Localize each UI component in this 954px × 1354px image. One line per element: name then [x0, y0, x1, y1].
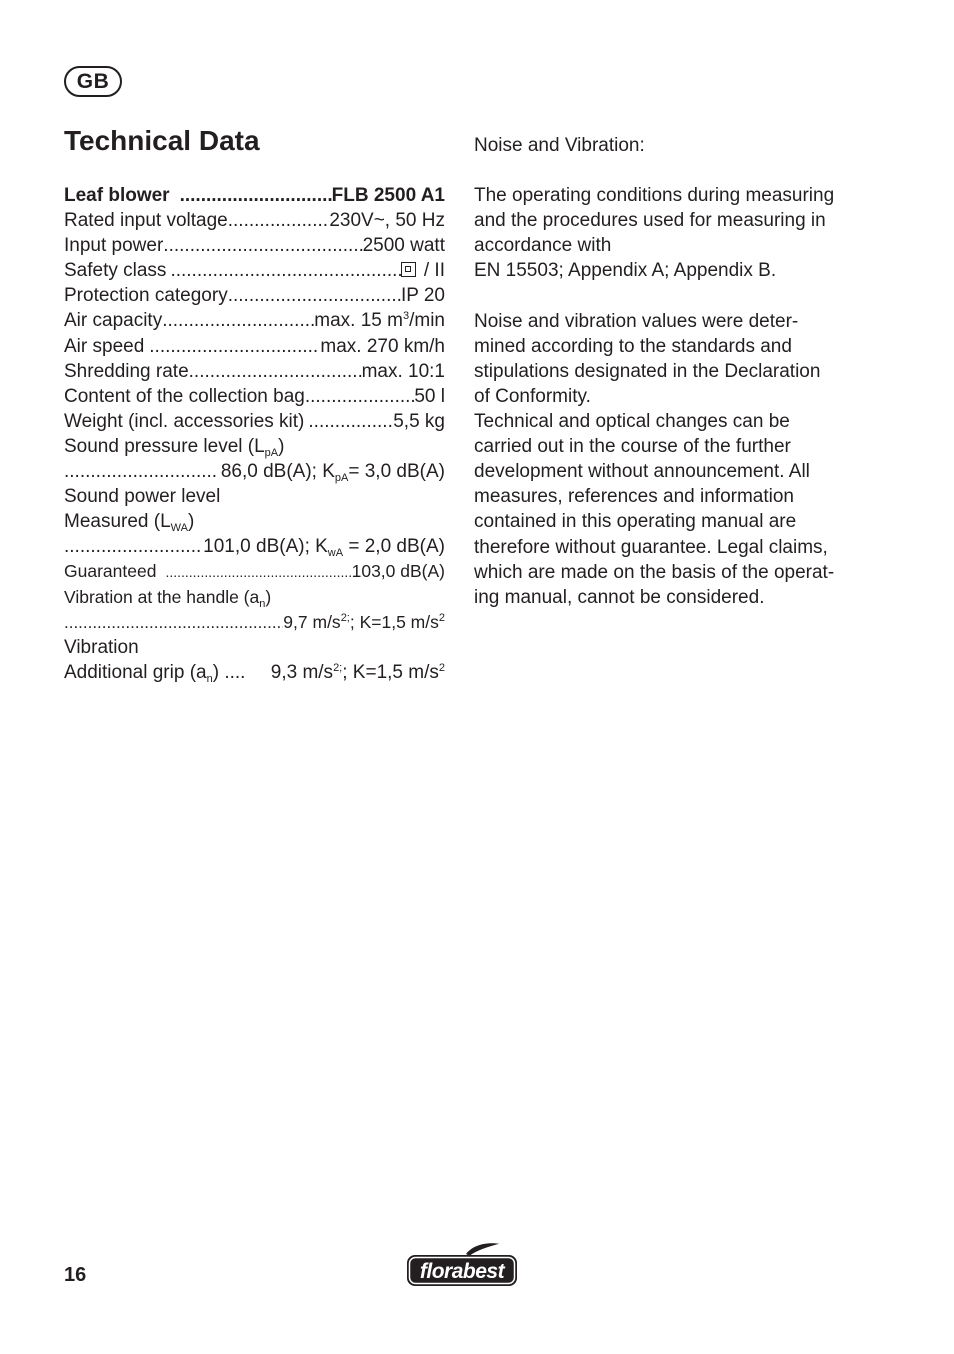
spec-label: Measured $(L_{WA})$ — [64, 511, 195, 535]
noise-vibration-notes — [474, 133, 874, 610]
spec-row-protection — [64, 283, 445, 308]
brand-wordmark: florabest — [419, 1260, 505, 1283]
spec-value: 5,5 kg — [393, 410, 445, 432]
spec-label: Vibration at the handle $(a_n)$ — [64, 586, 272, 610]
spec-label: Content of the collection bag — [64, 385, 305, 407]
spec-value: 50 l — [414, 385, 445, 407]
spec-row-rated-voltage — [64, 208, 445, 233]
spec-value: 9,7 $m/s^{2;}$; K=1,5 $m/s^2$ — [283, 611, 445, 632]
measuring-conditions-paragraph: The operating conditions during measuring and the procedures used for measuring in accordance with EN 15503; Appendix A; Appendix B. — [474, 185, 835, 282]
spec-row-safety-class — [64, 258, 445, 283]
determination-paragraph: Noise and vibration values were deter- mined according to the standards and stipulations designated in the Declaration of Conformity. — [474, 310, 821, 407]
spec-value: / II — [401, 258, 445, 283]
spec-row-vibration-handle-label — [64, 585, 445, 610]
spec-row-sound-pressure-value — [64, 459, 445, 484]
spec-row-sound-pressure-label — [64, 434, 445, 459]
spec-value: FLB 2500 A1 — [331, 185, 445, 206]
spec-value: max. 15 $m^3/\min$ — [314, 310, 445, 332]
spec-value: 230V~, 50 Hz — [329, 210, 445, 232]
page-number: 16 — [64, 1264, 87, 1286]
spec-row-collection-bag — [64, 384, 445, 409]
spec-label: Leaf blower — [64, 185, 170, 206]
spec-label: Shredding rate — [64, 360, 189, 382]
spec-label: Guaranteed — [64, 561, 157, 582]
spec-row-additional-grip — [64, 660, 445, 685]
spec-label: Additional grip $(a_n)$ .... — [64, 661, 246, 685]
section-heading: Noise and Vibration: — [474, 135, 645, 156]
spec-label: Input power — [64, 235, 164, 257]
spec-row-leaf-blower — [64, 183, 445, 208]
spec-row-vibration — [64, 635, 445, 660]
spec-label: Vibration — [64, 636, 139, 658]
spec-value: 86,0 dB(A); $K_{pA}= 3,0$ dB(A) — [220, 461, 445, 485]
spec-value: max. 10:1 — [361, 360, 445, 382]
spec-label: Weight (incl. accessories kit) — [64, 410, 305, 432]
spec-label: Safety class — [64, 260, 167, 282]
spec-label: Protection category — [64, 285, 228, 307]
spec-label: Sound power level — [64, 486, 221, 508]
page-title: Technical Data — [64, 125, 260, 156]
language-badge: GB — [64, 66, 122, 97]
spec-value: 9,3 $m/s^{2;}$; K=1,5 $m/s^2$ — [270, 661, 445, 683]
disclaimer-paragraph: Technical and optical changes can be carried out in the course of the further development without announcement. All measures, references and information contained in this operating manual are therefore without guarantee. Legal claims, which are made on the basis of the operat- ing manual, cannot be considered. — [474, 411, 835, 608]
spec-value: 103,0 dB(A) — [351, 561, 445, 582]
spec-value: 101,0 dB(A); $K_{wA} = 2,0$ dB(A) — [203, 536, 445, 560]
spec-label: Air capacity — [64, 310, 163, 332]
spec-row-air-speed — [64, 334, 445, 359]
spec-row-vibration-handle-value — [64, 610, 445, 635]
spec-row-guaranteed — [64, 559, 445, 584]
tech-spec-list — [64, 183, 445, 685]
protection-class-ii-icon — [401, 262, 416, 277]
spec-row-measured-label — [64, 509, 445, 534]
florabest-logo — [404, 1240, 520, 1292]
spec-value: IP 20 — [400, 285, 445, 307]
spec-value: max. 270 km/h — [320, 335, 445, 357]
spec-row-input-power — [64, 233, 445, 258]
spec-value: 2500 watt — [362, 235, 445, 257]
spec-row-sound-power — [64, 484, 445, 509]
spec-label: Air speed — [64, 335, 145, 357]
spec-row-shredding — [64, 359, 445, 384]
spec-label: Sound pressure level $(L_{pA})$ — [64, 435, 285, 459]
spec-row-air-capacity — [64, 308, 445, 333]
spec-row-measured-value — [64, 534, 445, 559]
spec-row-weight — [64, 409, 445, 434]
spec-label: Rated input voltage — [64, 210, 228, 232]
